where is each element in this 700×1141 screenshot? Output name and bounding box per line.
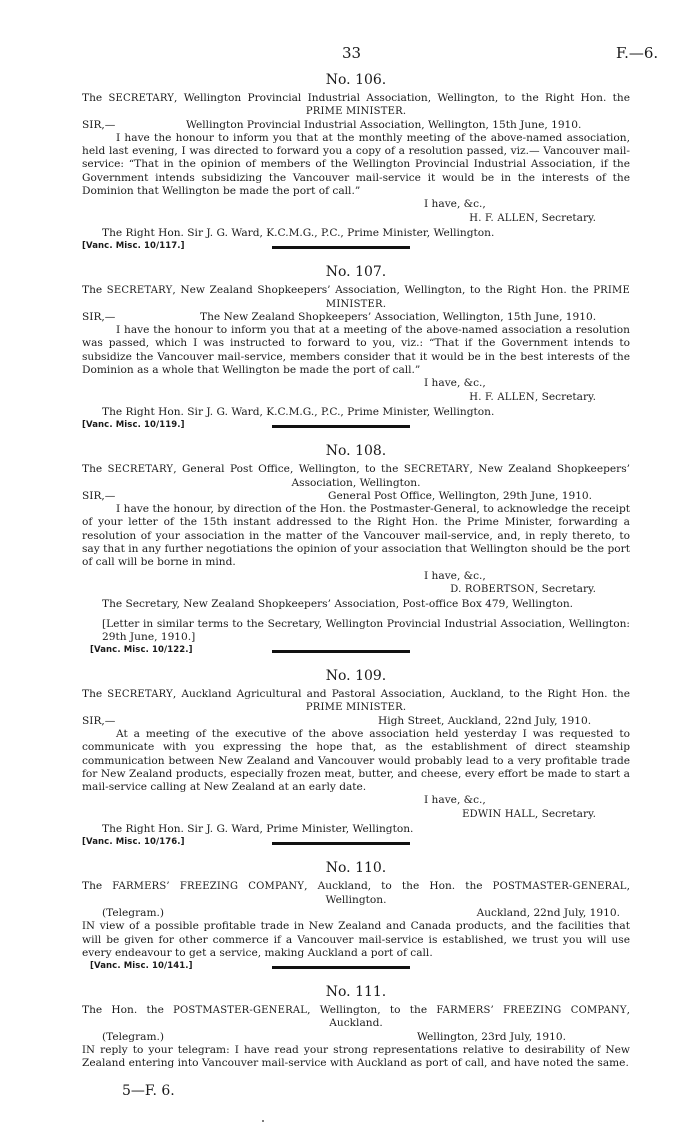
file-reference: [Vanc. Misc. 10/117.] — [82, 241, 185, 252]
telegram-label: (Telegram.) — [102, 1030, 165, 1043]
file-reference: [Vanc. Misc. 10/122.] — [90, 645, 193, 656]
sender-prefix: The Hon. the — [82, 1004, 164, 1017]
telegram-row — [82, 907, 630, 920]
section-rule — [272, 425, 410, 428]
letter-number: No. 108. — [325, 443, 387, 460]
reference-row — [82, 644, 630, 660]
file-reference: [Vanc. Misc. 10/119.] — [82, 420, 185, 431]
signature — [82, 212, 630, 225]
sender-name: SECRETARY — [108, 93, 175, 104]
signatory-title: , Secretary. — [534, 807, 596, 820]
signatory-title: , Secretary. — [534, 582, 596, 595]
recipient-name: PRIME MINISTER — [305, 106, 403, 118]
signature — [82, 583, 630, 596]
letter-106 — [82, 72, 630, 256]
addressee: The Secretary, New Zealand Shopkeepers’ Association, Post-office Box 479, Wellington. — [102, 598, 574, 611]
letter-number: No. 109. — [325, 668, 387, 685]
signature-mark: 5—F. 6. — [122, 1082, 175, 1099]
addressee: The Right Hon. Sir J. G. Ward, Prime Minister, Wellington. — [102, 823, 414, 836]
letter-number: No. 106. — [325, 72, 387, 88]
body-text: reply to your telegram: I have read your strong representations relative to desirability of New Zealand entering into Vancouver mail-service with Auckland as port of call, and have noted the same. — [82, 1044, 630, 1070]
closing: I have, &c., — [424, 794, 486, 807]
header-text: , Wellington Provincial Industrial Association, Wellington, to the Right Hon. the — [174, 92, 630, 104]
section-rule — [272, 966, 410, 969]
letter-number: No. 110. — [325, 860, 387, 877]
reference-row — [82, 240, 630, 256]
sender-name: SECRETARY — [107, 464, 174, 476]
scan-speck — [262, 1120, 264, 1122]
header-tail: , New Zealand Shopkeepers’ Association, Wellington. — [291, 463, 631, 489]
header-text: , Auckland Agricultural and Pastoral Association, Auckland, to the Right Hon. the — [172, 688, 630, 701]
reference-row — [82, 960, 630, 976]
salutation-row — [82, 119, 630, 132]
addressee: The Right Hon. Sir J. G. Ward, K.C.M.G., P.C., Prime Minister, Wellington. — [102, 405, 495, 418]
salutation: SIR,— — [82, 489, 116, 502]
signatory-name: H. F. ALLEN — [469, 391, 535, 403]
body-lead: IN — [82, 1045, 96, 1057]
reference-row — [82, 419, 630, 435]
closing: I have, &c., — [424, 198, 486, 211]
letter-header: The SECRETARY, New Zealand Shopkeepers’ Association, Wellington, to the Right Hon. the PRIME MINISTER. — [82, 284, 630, 310]
place-date: The New Zealand Shopkeepers’ Association, Wellington, 15th June, 1910. — [200, 310, 597, 323]
recipient-name: PRIME MINISTER — [325, 285, 630, 310]
addressee: The Right Hon. Sir J. G. Ward, K.C.M.G., P.C., Prime Minister, Wellington. — [102, 226, 495, 239]
sender-name: POSTMASTER-GENERAL — [173, 1005, 308, 1017]
letter-header: The SECRETARY, General Post Office, Wellington, to the SECRETARY, New Zealand Shopkeepers’ Association, Wellington. — [82, 463, 631, 489]
salutation-row — [82, 715, 630, 728]
telegram-row — [82, 1031, 630, 1044]
letter-header: The FARMERS’ FREEZING COMPANY, Auckland, to the Hon. the POSTMASTER-GENERAL, Wellington. — [82, 880, 631, 906]
salutation-row — [82, 311, 630, 324]
letter-body: I have the honour to inform you that at the monthly meeting of the above-named association, held last evening, I was directed to forward you a copy of a resolution passed, viz.— Vancouver mail-service: “That in the opinion of members of the Wellington Provincial Industrial Association, if the Government intends subsidizing the Vancouver mail-service it would be in the interests of the Dominion that Wellington be made the port of call.” — [82, 131, 630, 198]
signatory-name: H. F. ALLEN — [469, 212, 535, 224]
place-date: Wellington Provincial Industrial Association, Wellington, 15th June, 1910. — [186, 118, 582, 131]
header-tail: , Auckland. — [329, 1004, 630, 1030]
letter-108 — [82, 443, 630, 660]
body-text: view of a possible profitable trade in New Zealand and Canada products, and the facilities that will be given for other commerce if a Vancouver mail-service is established, we trust you will use every endeavour to get a service, making Auckland a port of call. — [82, 920, 630, 959]
salutation-row — [82, 490, 630, 503]
recipient-name: SECRETARY — [403, 464, 470, 476]
place-date: General Post Office, Wellington, 29th June, 1910. — [328, 489, 593, 502]
file-reference: [Vanc. Misc. 10/141.] — [90, 961, 193, 972]
sender-name: FARMERS’ FREEZING COMPANY — [112, 881, 305, 893]
letter-body — [82, 1044, 630, 1071]
header-text: , New Zealand Shopkeepers’ Association, Wellington, to the Right Hon. the — [172, 284, 589, 297]
letter-111 — [82, 984, 630, 1070]
place-date: High Street, Auckland, 22nd July, 1910. — [378, 714, 592, 727]
reference-row — [82, 836, 630, 852]
recipient-name: FARMERS’ FREEZING COMPANY — [436, 1005, 627, 1017]
letter-body: I have the honour to inform you that at a meeting of the above-named association a resolution was passed, which I was instructed to forward to you, viz.: “That if the Government intends to subsidize the Vancouver mail-service, members consider that it would be in the best interests of the Dominion as a whole that Wellington be made the port of call.” — [82, 324, 630, 377]
letter-header — [82, 1004, 630, 1031]
letter-body: I have the honour, by direction of the Hon. the Postmaster-General, to acknowledge the receipt of your letter of the 15th instant addressed to the Right Hon. the Prime Minister, forwarding a resolution of your association in the matter of the Vancouver mail-service, and, in reply thereto, to say that in any further negotiations the opinion of your association that Wellington should be the port of call will be borne in mind. — [82, 503, 630, 569]
salutation: SIR,— — [82, 310, 116, 323]
closing: I have, &c., — [424, 377, 486, 390]
letter-header: The SECRETARY, Auckland Agricultural and Pastoral Association, Auckland, to the Right Hon. the PRIME MINISTER. — [82, 688, 630, 714]
letter-110 — [82, 860, 630, 976]
signature — [82, 391, 630, 404]
letters-column — [82, 72, 630, 1099]
sender-name: SECRETARY — [107, 689, 173, 701]
telegram-label: (Telegram.) — [102, 906, 165, 919]
sender-name: SECRETARY — [106, 285, 173, 297]
letter-109 — [82, 668, 630, 852]
header-tail: , Wellington. — [325, 880, 631, 906]
letter-number: No. 107. — [325, 264, 387, 281]
header-text: , General Post Office, Wellington, to the — [173, 463, 399, 476]
place-date: Auckland, 22nd July, 1910. — [476, 906, 620, 919]
salutation: SIR,— — [82, 118, 116, 131]
letter-body — [82, 920, 630, 960]
letter-header: The SECRETARY, Wellington Provincial Industrial Association, Wellington, to the Right Hon. the PRIME MINISTER. — [82, 92, 630, 118]
signatory-title: , Secretary. — [534, 211, 596, 224]
recipient-name: PRIME MINISTER — [305, 702, 403, 714]
recipient-name: POSTMASTER-GENERAL — [492, 881, 627, 893]
place-date: Wellington, 23rd July, 1910. — [416, 1030, 566, 1043]
page-number: 33 — [342, 44, 362, 62]
editorial-note: [Letter in similar terms to the Secretary, Wellington Provincial Industrial Association, Wellington: 29th June, 1910.] — [102, 617, 630, 643]
header-text: , Auckland, to the Hon. the — [304, 880, 483, 893]
closing: I have, &c., — [424, 569, 486, 582]
file-reference: [Vanc. Misc. 10/176.] — [82, 837, 185, 848]
running-head — [0, 44, 700, 64]
paper-series: F.—6. — [616, 44, 659, 62]
body-lead: IN — [82, 921, 96, 933]
section-rule — [272, 650, 410, 653]
section-rule — [272, 842, 410, 845]
salutation: SIR,— — [82, 714, 116, 727]
signatory-title: , Secretary. — [534, 390, 596, 403]
section-rule — [272, 246, 410, 249]
signatory-name: D. ROBERTSON — [450, 583, 535, 595]
letter-body: At a meeting of the executive of the above association held yesterday I was requested to communicate with you expressing the hope that, as the establishment of direct steamship communication between New Zealand and Vancouver would probably lead to a very profitable trade for New Zealand products, especially frozen meat, butter, and cheese, every effort be made to start a mail-service calling at New Zealand at an early date. — [82, 727, 630, 794]
signatory-name: EDWIN HALL — [462, 808, 535, 820]
letter-107 — [82, 264, 630, 435]
letter-number: No. 111. — [325, 984, 387, 1001]
header-text: , Wellington, to the — [307, 1004, 428, 1017]
signature — [82, 808, 630, 821]
